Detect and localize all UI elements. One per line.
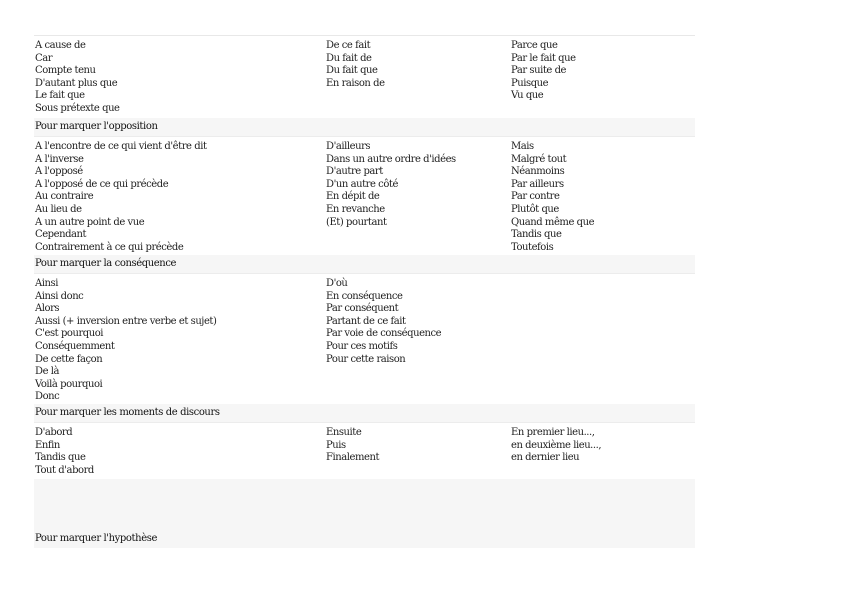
connector: Aussi (+ inversion entre verbe et sujet)	[35, 315, 217, 327]
connector: D'un autre côté	[326, 178, 398, 190]
connector: Dans un autre ordre d'idées	[326, 153, 456, 165]
connector: Par le fait que	[511, 52, 576, 64]
connector: Puisque	[511, 77, 549, 89]
connector: Pour cette raison	[326, 353, 406, 365]
section-header: Pour marquer l'opposition	[34, 118, 695, 137]
connector: C'est pourquoi	[35, 328, 104, 340]
connector: Alors	[35, 303, 60, 315]
connector: Tout d'abord	[35, 464, 94, 476]
section-opposition	[34, 137, 695, 255]
connector: Mais	[511, 141, 534, 152]
connector: (Et) pourtant	[326, 216, 387, 228]
connector: En dépit de	[326, 191, 380, 203]
connector: D'ailleurs	[326, 141, 371, 152]
column-3	[511, 141, 594, 254]
connector: D'abord	[35, 427, 73, 438]
connector: En raison de	[326, 77, 385, 89]
column-2	[326, 278, 441, 366]
section-header: Pour marquer les moments de discours	[34, 404, 695, 423]
connector: A l'encontre de ce qui vient d'être dit	[35, 141, 207, 152]
connector: D'autre part	[326, 166, 383, 178]
connector: Plutôt que	[511, 203, 559, 215]
connector: en deuxième lieu...,	[511, 439, 602, 451]
connector: Conséquemment	[35, 340, 115, 352]
connector: A l'opposé	[35, 166, 83, 178]
column-1	[35, 141, 207, 254]
connector: Du fait que	[326, 65, 378, 77]
connector: Sous prétexte que	[35, 102, 120, 114]
connector: Au lieu de	[35, 203, 82, 215]
column-3	[511, 427, 601, 465]
connector: Finalement	[326, 452, 380, 464]
column-2	[326, 141, 456, 229]
connector: Au contraire	[35, 191, 94, 203]
connector: A l'inverse	[35, 153, 84, 165]
section-hypothesis	[34, 479, 695, 548]
connector: A un autre point de vue	[35, 216, 145, 228]
connector: Car	[35, 52, 53, 64]
connector: Partant de ce fait	[326, 315, 406, 327]
column-1	[35, 40, 120, 116]
column-1	[35, 278, 216, 404]
connector: Voilà pourquoi	[35, 378, 103, 390]
connector: Puis	[326, 439, 346, 451]
connector: Pour ces motifs	[326, 340, 398, 352]
section-consequence	[34, 274, 695, 404]
connector: En revanche	[326, 203, 385, 215]
connector: A l'opposé de ce qui précède	[35, 178, 169, 190]
connector: Toutefois	[511, 241, 554, 253]
connector: D'où	[326, 278, 348, 289]
column-1	[35, 427, 94, 477]
connector: Par ailleurs	[511, 178, 564, 190]
connector: De là	[35, 366, 60, 378]
connector: Le fait que	[35, 90, 85, 102]
connector: Tandis que	[35, 452, 86, 464]
connector: Ainsi	[35, 278, 58, 289]
connector: Ensuite	[326, 427, 362, 438]
section-header: Pour marquer l'hypothèse	[34, 530, 695, 548]
connector: En premier lieu...,	[511, 427, 595, 438]
connector: A cause de	[35, 40, 86, 51]
connector: Ainsi donc	[35, 290, 84, 302]
connector: en dernier lieu	[511, 452, 580, 464]
connector: De cette façon	[35, 353, 103, 365]
connector: Par conséquent	[326, 303, 399, 315]
connector: Tandis que	[511, 229, 562, 241]
connector: Par voie de conséquence	[326, 328, 442, 340]
connector: Cependant	[35, 229, 87, 241]
connector: Malgré tout	[511, 153, 567, 165]
connector: Donc	[35, 391, 60, 403]
column-2	[326, 40, 385, 90]
connector: D'autant plus que	[35, 77, 118, 89]
section-cause	[34, 36, 695, 118]
column-2	[326, 427, 379, 465]
connector: Par suite de	[511, 65, 567, 77]
connector: Néanmoins	[511, 166, 565, 178]
connector: Par contre	[511, 191, 560, 203]
connector: Quand même que	[511, 216, 595, 228]
section-header: Pour marquer la conséquence	[34, 255, 695, 274]
connector: Parce que	[511, 40, 558, 51]
connector: Contrairement à ce qui précède	[35, 241, 184, 253]
connector: Enfin	[35, 439, 60, 451]
connectors-table	[34, 35, 695, 548]
connector: Du fait de	[326, 52, 372, 64]
connector: Vu que	[511, 90, 544, 102]
column-3	[511, 40, 576, 103]
connector: Compte tenu	[35, 65, 96, 77]
connector: De ce fait	[326, 40, 371, 51]
section-discourse-moments	[34, 423, 695, 479]
connector: En conséquence	[326, 290, 403, 302]
